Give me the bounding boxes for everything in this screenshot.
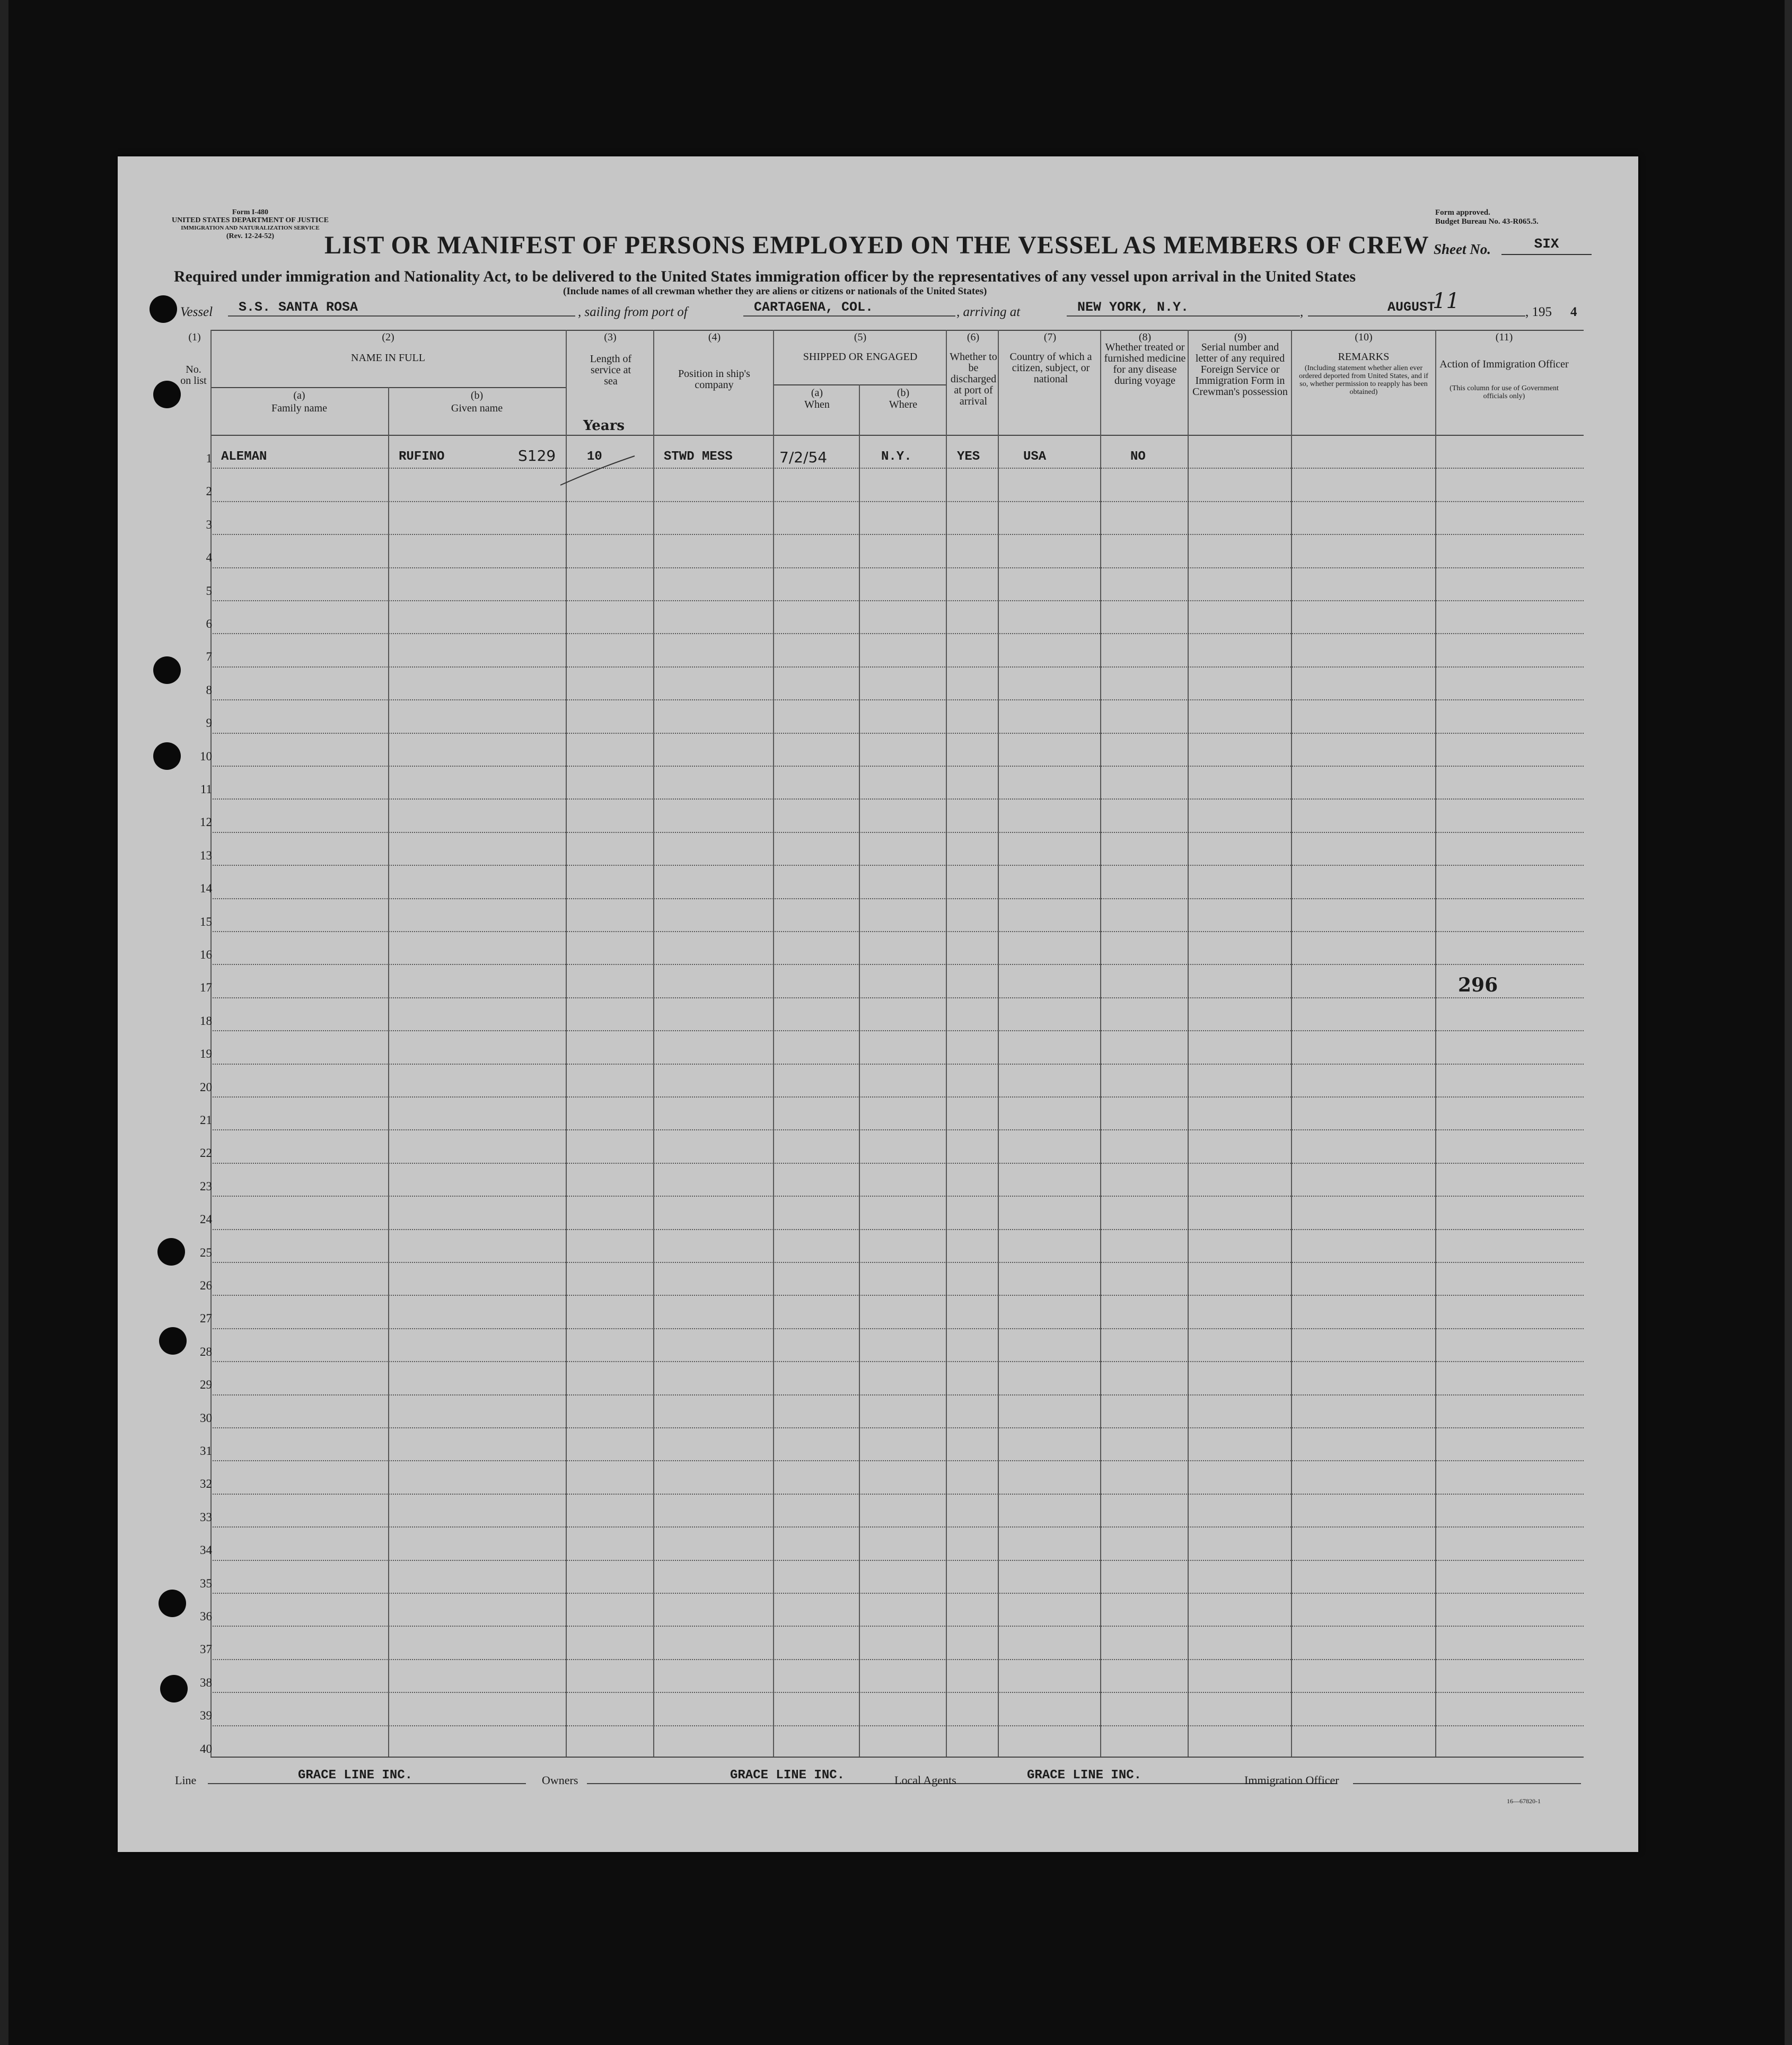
row-rule (210, 798, 1584, 800)
row-rule (210, 997, 1584, 998)
grid-vline (773, 330, 774, 1757)
year-digit: 4 (1570, 305, 1577, 319)
row-number: 10 (200, 749, 212, 763)
footer-officer-value (1353, 1768, 1581, 1784)
col2a-label: Family name (271, 402, 327, 414)
row1-position: STWD MESS (664, 450, 733, 464)
col5b-label: Where (889, 399, 918, 410)
grid-vline (859, 384, 860, 1757)
arriving-label: , arriving at (956, 305, 1021, 319)
page-title: LIST OR MANIFEST OF PERSONS EMPLOYED ON THE VESSEL AS MEMBERS OF CREW (324, 231, 1429, 259)
footer-owners-label: Owners (542, 1774, 578, 1787)
row-number: 18 (200, 1014, 212, 1028)
arrival-date: AUGUST (1308, 300, 1525, 317)
row-number: 9 (206, 716, 212, 730)
col2a-letter: (a) (293, 390, 305, 401)
grid-top-line (210, 330, 1584, 331)
col4-label: Position in ship's company (678, 368, 750, 391)
col3-number: (3) (604, 331, 617, 343)
row-number: 23 (200, 1179, 212, 1193)
row-rule (210, 699, 1584, 700)
col6-number: (6) (967, 331, 980, 343)
col10-label: REMARKS (1338, 351, 1390, 363)
col11-note: (This column for use of Government officials only) (1450, 384, 1559, 400)
row-number: 20 (200, 1080, 212, 1094)
row-rule (210, 1129, 1584, 1130)
col1-label: No. on list (180, 364, 207, 387)
row-number: 16 (200, 948, 212, 961)
grid-vline (998, 330, 999, 1757)
row-rule (210, 1030, 1584, 1031)
col7-number: (7) (1043, 331, 1057, 343)
row-rule (210, 1692, 1584, 1693)
row-number: 15 (200, 915, 212, 928)
col3-label: Length of service at sea (590, 353, 632, 387)
col2-number: (2) (382, 331, 394, 343)
col2-label: NAME IN FULL (351, 352, 425, 364)
row-number: 21 (200, 1113, 212, 1127)
footer-agents-label: Local Agents (894, 1774, 956, 1787)
arriving-port: NEW YORK, N.Y. (1067, 300, 1300, 317)
sheet-label: Sheet No. (1434, 241, 1491, 257)
row1-service: 10 (587, 450, 602, 464)
row-rule (210, 1361, 1584, 1362)
comma-separator: , (1300, 305, 1304, 319)
grid-vline (1291, 330, 1292, 1757)
years-handwritten: Years (583, 418, 625, 434)
col9-label: Serial number and letter of any required Foreign Service or Immigration Form in Crewman's possession (1192, 341, 1288, 398)
row-rule (210, 501, 1584, 502)
service: IMMIGRATION AND NATURALIZATION SERVICE (181, 225, 320, 231)
footer-line-value: GRACE LINE INC. (208, 1768, 526, 1784)
row-rule (210, 534, 1584, 535)
row-rule (210, 666, 1584, 668)
col7-label: Country of which a citizen, subject, or national (1009, 351, 1092, 385)
row-rule (210, 1526, 1584, 1528)
row-number: 40 (200, 1742, 212, 1756)
grid-bottom-line (210, 1757, 1584, 1758)
row-rule (210, 1626, 1584, 1627)
row-number: 12 (200, 815, 212, 829)
row-number: 29 (200, 1378, 212, 1392)
row-number: 11 (200, 783, 212, 796)
col5-label: SHIPPED OR ENGAGED (803, 351, 918, 363)
row-rule (210, 1229, 1584, 1230)
year-prefix: , 195 (1525, 305, 1552, 319)
row1-where: N.Y. (881, 450, 912, 464)
grid-vline (653, 330, 654, 1757)
row-number: 37 (200, 1643, 212, 1656)
row1-when: 7/2/54 (779, 449, 828, 466)
form-number: Form I-480 (232, 208, 268, 216)
sailing-label: , sailing from port of (578, 305, 688, 319)
include-note: (Include names of all crewman whether they are aliens or citizens or nationals of the United States) (563, 286, 987, 297)
row-rule (210, 766, 1584, 767)
footer-owners-value: GRACE LINE INC. (587, 1768, 998, 1784)
vessel-name: S.S. SANTA ROSA (228, 300, 575, 317)
revision: (Rev. 12-24-52) (226, 232, 275, 240)
row-rule (210, 1659, 1584, 1660)
row-rule (210, 633, 1584, 634)
row-number: 25 (200, 1245, 212, 1259)
row-number: 5 (206, 584, 212, 598)
grid-vline (210, 330, 212, 1757)
row-rule (210, 1163, 1584, 1164)
row-number: 22 (200, 1146, 212, 1160)
col5-number: (5) (854, 331, 867, 343)
row-number: 36 (200, 1610, 212, 1623)
row1-annotation: S129 (518, 447, 556, 464)
row-rule (210, 1064, 1584, 1065)
col8-label: Whether treated or furnished medicine for any disease during voyage (1104, 341, 1186, 387)
shipped-divider-line (774, 384, 946, 385)
grid-vline (1100, 330, 1101, 1757)
vessel-label: Vessel (180, 305, 213, 319)
row-number: 8 (206, 683, 212, 697)
row-rule (210, 832, 1584, 833)
stamp-number: 296 (1458, 974, 1498, 996)
row1-family-name: ALEMAN (221, 450, 267, 464)
row-number: 14 (200, 882, 212, 896)
row-rule (210, 1427, 1584, 1428)
col6-label: Whether to be discharged at port of arrival (950, 351, 997, 407)
col11-number: (11) (1495, 331, 1513, 343)
col10-number: (10) (1355, 331, 1373, 343)
row-number: 39 (200, 1709, 212, 1723)
punch-hole (153, 381, 181, 408)
col4-number: (4) (708, 331, 721, 343)
row-rule (210, 964, 1584, 965)
row-number: 2 (206, 485, 212, 498)
row-number: 19 (200, 1047, 212, 1061)
row-rule (210, 1460, 1584, 1461)
grid-vline (388, 387, 389, 1757)
row-number: 17 (200, 981, 212, 995)
row-number: 26 (200, 1279, 212, 1292)
row-rule (210, 567, 1584, 568)
form-header-left (172, 208, 329, 240)
row-number: 24 (200, 1213, 212, 1226)
punch-hole (153, 656, 181, 684)
row-rule (210, 865, 1584, 866)
row-rule (210, 1593, 1584, 1594)
row-rule (210, 1262, 1584, 1263)
row1-country: USA (1023, 450, 1047, 464)
row-rule (210, 1494, 1584, 1495)
row-number: 30 (200, 1411, 212, 1425)
row-number: 7 (206, 650, 212, 664)
row1-medicine: NO (1130, 450, 1146, 464)
row1-discharged: YES (957, 450, 980, 464)
row-number: 4 (206, 551, 212, 565)
scan-border-left (0, 0, 8, 2045)
row-number: 13 (200, 848, 212, 862)
row-rule (210, 1096, 1584, 1098)
subtitle: Required under immigration and Nationality Act, to be delivered to the United States immigration officer by the representatives of any vessel upon arrival in the United States (174, 268, 1356, 285)
row-rule (210, 733, 1584, 734)
row-rule (210, 1560, 1584, 1561)
row-number: 3 (206, 517, 212, 531)
col2b-letter: (b) (470, 390, 484, 401)
row-rule (210, 600, 1584, 601)
footer-agents-value: GRACE LINE INC. (969, 1768, 1337, 1784)
row-number: 34 (200, 1543, 212, 1557)
col8-number: (8) (1138, 331, 1152, 343)
manifest-sheet (118, 156, 1638, 1852)
header-bottom-line (210, 435, 1584, 436)
col5b-letter: (b) (897, 387, 910, 399)
punch-hole (150, 295, 177, 323)
col5a-letter: (a) (811, 387, 823, 399)
row-number: 28 (200, 1345, 212, 1358)
row-number: 35 (200, 1576, 212, 1590)
row-rule (210, 898, 1584, 899)
row1-given-name: RUFINO (399, 450, 445, 464)
col2b-label: Given name (451, 402, 503, 414)
grid-vline (946, 330, 947, 1757)
row-number: 32 (200, 1477, 212, 1491)
sheet-number: SIX (1501, 236, 1592, 255)
grid-vline (566, 330, 567, 1757)
row-rule (210, 468, 1584, 469)
col10-note: (Including statement whether alien ever ordered deported from United States, and if so, whether permission to reapply has been obtained) (1299, 364, 1428, 396)
grid-vline (1188, 330, 1189, 1757)
row-rule (210, 1328, 1584, 1329)
row-number: 6 (206, 617, 212, 630)
scan-border-right (1785, 0, 1792, 2045)
row-rule (210, 1725, 1584, 1726)
budget-bureau: Budget Bureau No. 43-R065.5. (1435, 217, 1539, 226)
col1-number: (1) (188, 331, 201, 343)
department: UNITED STATES DEPARTMENT OF JUSTICE (172, 216, 329, 224)
col5a-label: When (804, 399, 830, 410)
row-number: 1 (206, 452, 212, 465)
row-number: 38 (200, 1675, 212, 1689)
row-number: 33 (200, 1510, 212, 1524)
row-rule (210, 1295, 1584, 1296)
footer-officer-label: Immigration Officer (1244, 1774, 1339, 1787)
grid-vline (1435, 330, 1436, 1757)
sailing-port: CARTAGENA, COL. (743, 300, 955, 317)
row-number: 31 (200, 1444, 212, 1458)
row-number: 27 (200, 1312, 212, 1326)
form-header-right (1435, 208, 1539, 226)
footer-line-label: Line (175, 1774, 197, 1787)
row-rule (210, 1196, 1584, 1197)
arrival-day-handwritten: 11 (1433, 289, 1460, 313)
col9-number: (9) (1234, 331, 1247, 343)
form-approved: Form approved. (1435, 208, 1490, 217)
row-rule (210, 931, 1584, 932)
print-code: 16—67820-1 (1507, 1797, 1541, 1805)
row-rule (210, 1394, 1584, 1395)
punch-hole (153, 742, 181, 770)
col11-label: Action of Immigration Officer (1439, 358, 1569, 370)
